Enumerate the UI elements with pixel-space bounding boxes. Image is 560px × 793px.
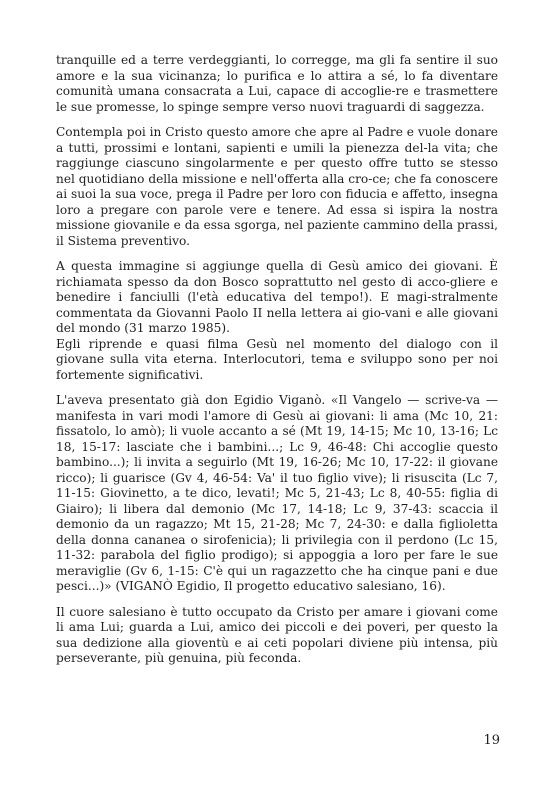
paragraph-2: Contempla poi in Cristo questo amore che apre al Padre e vuole donare a tutti, prossimi e lontani, sapienti e umili la pienezza del-la vita; che raggiunge ciascuno singolarmente e per questo offre tutto se stesso nel quotidiano della missione e nell'offerta alla cro-ce; che fa conoscere ai suoi la sua voce, prega il Padre per loro con fiducia e affetto, insegna loro a pregare con parole vere e tenere. Ad essa si ispira la nostra missione giovanile e da essa sgorga, nel paziente cammino della prassi, il Sistema preventivo. [56,125,498,248]
paragraph-6: Il cuore salesiano è tutto occupato da Cristo per amare i giovani come li ama Lui; guarda a Lui, amico dei piccoli e dei poveri, per questo la sua dedizione alla gioventù e ai ceti popolari diviene più intensa, più perseverante, più genuina, più feconda. [56,604,498,665]
paragraph-3: A questa immagine si aggiunge quella di Gesù amico dei giovani. È richiamata spesso da don Bosco soprattutto nel gesto di acco-gliere e benedire i fanciulli (l'età educativa del tempo!). E magi-stralmente commentata da Giovanni Paolo II nella lettera ai gio-vani e alle giovani del mondo (31 marzo 1985). [56,259,498,335]
paragraph-5: L'aveva presentato già don Egidio Viganò. «Il Vangelo — scrive-va — manifesta in vari modi l'amore di Gesù ai giovani: li ama (Mc 10, 21: fissatolo, lo amò); li vuole accanto a sé (Mt 19, 14-15; Mc 10, 13-16; Lc 18, 15-17: lasciate che i bambini...; Lc 9, 46-48: Chi accoglie questo bambino...); li invita a seguirlo (Mt 19, 16-26; Mc 10, 17-22: il giovane ricco); li guarisce (Gv 4, 46-54: Va' il tuo figlio vive); li risuscita (Lc 7, 11-15: Giovinetto, a te dico, levati!; Mc 5, 21-43; Lc 8, 40-55: figlia di Giairo); li libera dal demonio (Mc 17, 14-18; Lc 9, 37-43: scaccia il demonio da un ragazzo; Mt 15, 21-28; Mc 7, 24-30: e dalla figlioletta della donna cananea o sirofenicia); li privilegia con il perdono (Lc 15, 11-32: parabola del figlio prodigo); si appoggia a loro per fare le sue meraviglie (Gv 6, 1-15: C'è qui un ragazzetto che ha cinque pani e due pesci...)» (VIGANÒ Egidio, Il progetto educativo salesiano, 16). [56,393,498,593]
page-number: 19 [483,733,500,748]
paragraph-4: Egli riprende e quasi filma Gesù nel momento del dialogo con il giovane sulla vita eterna. Interlocutori, tema e sviluppo sono per noi fortemente significativi. [56,336,498,382]
body-text [56,53,498,677]
paragraph-1: tranquille ed a terre verdeggianti, lo corregge, ma gli fa sentire il suo amore e la sua vicinanza; lo purifica e lo attira a sé, lo fa diventare comunità umana consacrata a Lui, capace di accoglie-re e trasmettere le sue promesse, lo spinge sempre verso nuovi traguardi di saggezza. [56,53,498,114]
